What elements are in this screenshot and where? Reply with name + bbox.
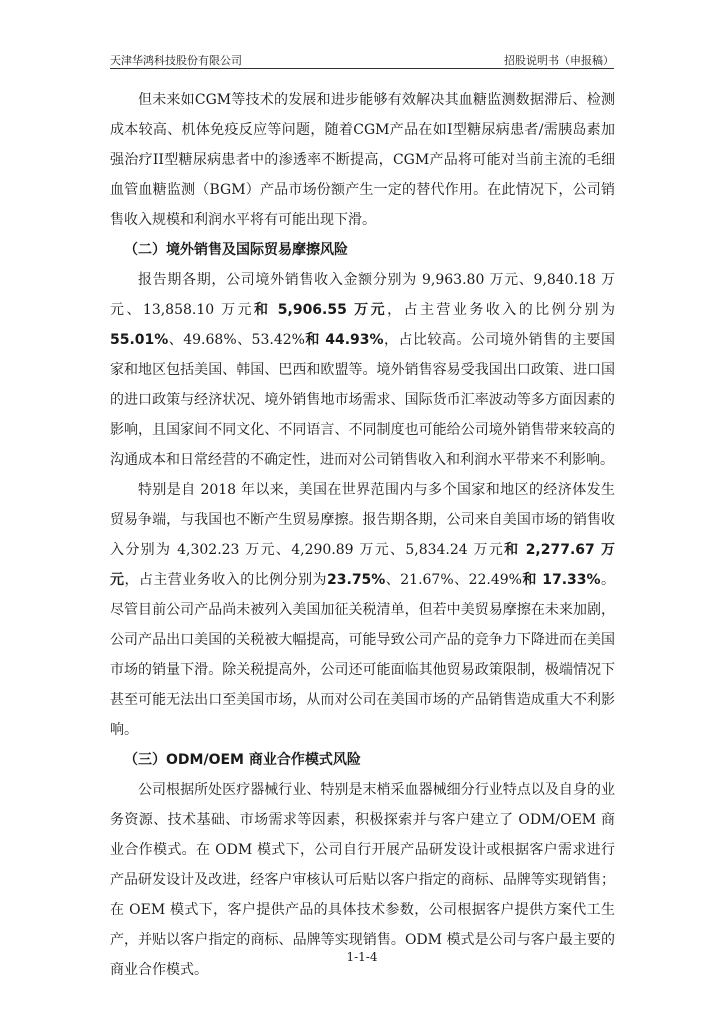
paragraph-us-trade [110, 475, 615, 745]
document-body [110, 85, 615, 985]
paragraph-odm-oem: 公司根据所处医疗器械行业、特别是末梢采血器械细分行业特点以及自身的业务资源、技术基础、市场需求等因素，积极探索并与客户建立了 ODM/OEM 商业合作模式。在 ODM 模式下，公司自行开展产品研发设计或根据客户需求进行产品研发设计及改进，经客户审核认可后贴以客户指定的商标、品牌等实现销售；在 OEM 模式下，客户提供产品的具体技术参数，公司根据客户提供方案代工生产，并贴以客户指定的商标、品牌等实现销售。ODM 模式是公司与客户最主要的商业合作模式。 [110, 782, 615, 978]
section-heading-odm-oem-risk: （三）ODM/OEM 商业合作模式风险 [124, 752, 361, 768]
paragraph-text: 、21.67%、22.49% [385, 572, 522, 588]
paragraph-text: 。尽管目前公司产品尚未被列入美国加征关税清单，但若中美贸易摩擦在未来加剧，公司产品出口美国的关税被大幅提高，可能导致公司产品的竞争力下降进而在美国市场的销量下滑。除关税提高外，公司还可能面临其他贸易政策限制，极端情况下甚至可能无法出口至美国市场，从而对公司在美国市场的产品销售造成重大不利影响。 [110, 572, 616, 738]
paragraph-text: 报告期各期，公司境外销售收入金额分别为 9,963.80 万元、9,840.18 万元、13,858.10 万元 [110, 272, 615, 318]
header-rule [110, 68, 614, 69]
paragraph-text: 、49.68%、53.42% [168, 332, 305, 348]
highlight-value: 和 17.33% [521, 572, 601, 588]
paragraph-text: ，占主营业务收入的比例分别为 [124, 572, 328, 588]
paragraph-text: ，占比较高。公司境外销售的主要国家和地区包括美国、韩国、巴西和欧盟等。境外销售容易受我国出口政策、进口国的进口政策与经济状况、境外销售地市场需求、国际货币汇率波动等多方面因素的影响，且国家间不同文化、不同语言、不同制度也可能给公司境外销售带来较高的沟通成本和日常经营的不确定性，进而对公司销售收入和利润水平带来不利影响。 [110, 332, 616, 468]
highlight-value: 和 44.93% [304, 332, 384, 348]
highlight-value: 和 2,277.67 万元 [110, 542, 615, 588]
highlight-value: 和 5,906.55 万元 [253, 302, 388, 318]
paragraph-text: ，占主营业务收入的比例分别为 [387, 302, 616, 318]
paragraph-text: 特别是自 2018 年以来，美国在世界范围内与多个国家和地区的经济体发生贸易争端，与我国也不断产生贸易摩擦。报告期各期，公司来自美国市场的销售收入分别为 4,302.23 万元、4,290.89 万元、5,834.24 万元 [110, 482, 615, 558]
page-header [110, 50, 614, 70]
header-company-name: 天津华鸿科技股份有限公司 [110, 54, 242, 67]
paragraph-overseas-sales [110, 265, 615, 475]
header-document-type: 招股说明书（申报稿） [504, 54, 614, 67]
page-number: 1-1-4 [346, 950, 378, 964]
highlight-value: 23.75% [327, 572, 386, 588]
highlight-value: 55.01% [110, 332, 169, 348]
paragraph-cgm-risk: 但未来如CGM等技术的发展和进步能够有效解决其血糖监测数据滞后、检测成本较高、机体免疫反应等问题，随着CGM产品在如I型糖尿病患者/需胰岛素加强治疗II型糖尿病患者中的渗透率不断提高，CGM产品将可能对当前主流的毛细血管血糖监测（BGM）产品市场份额产生一定的替代作用。在此情况下，公司销售收入规模和利润水平将有可能出现下滑。 [110, 92, 615, 228]
section-heading-overseas-risk: （二）境外销售及国际贸易摩擦风险 [124, 242, 348, 258]
